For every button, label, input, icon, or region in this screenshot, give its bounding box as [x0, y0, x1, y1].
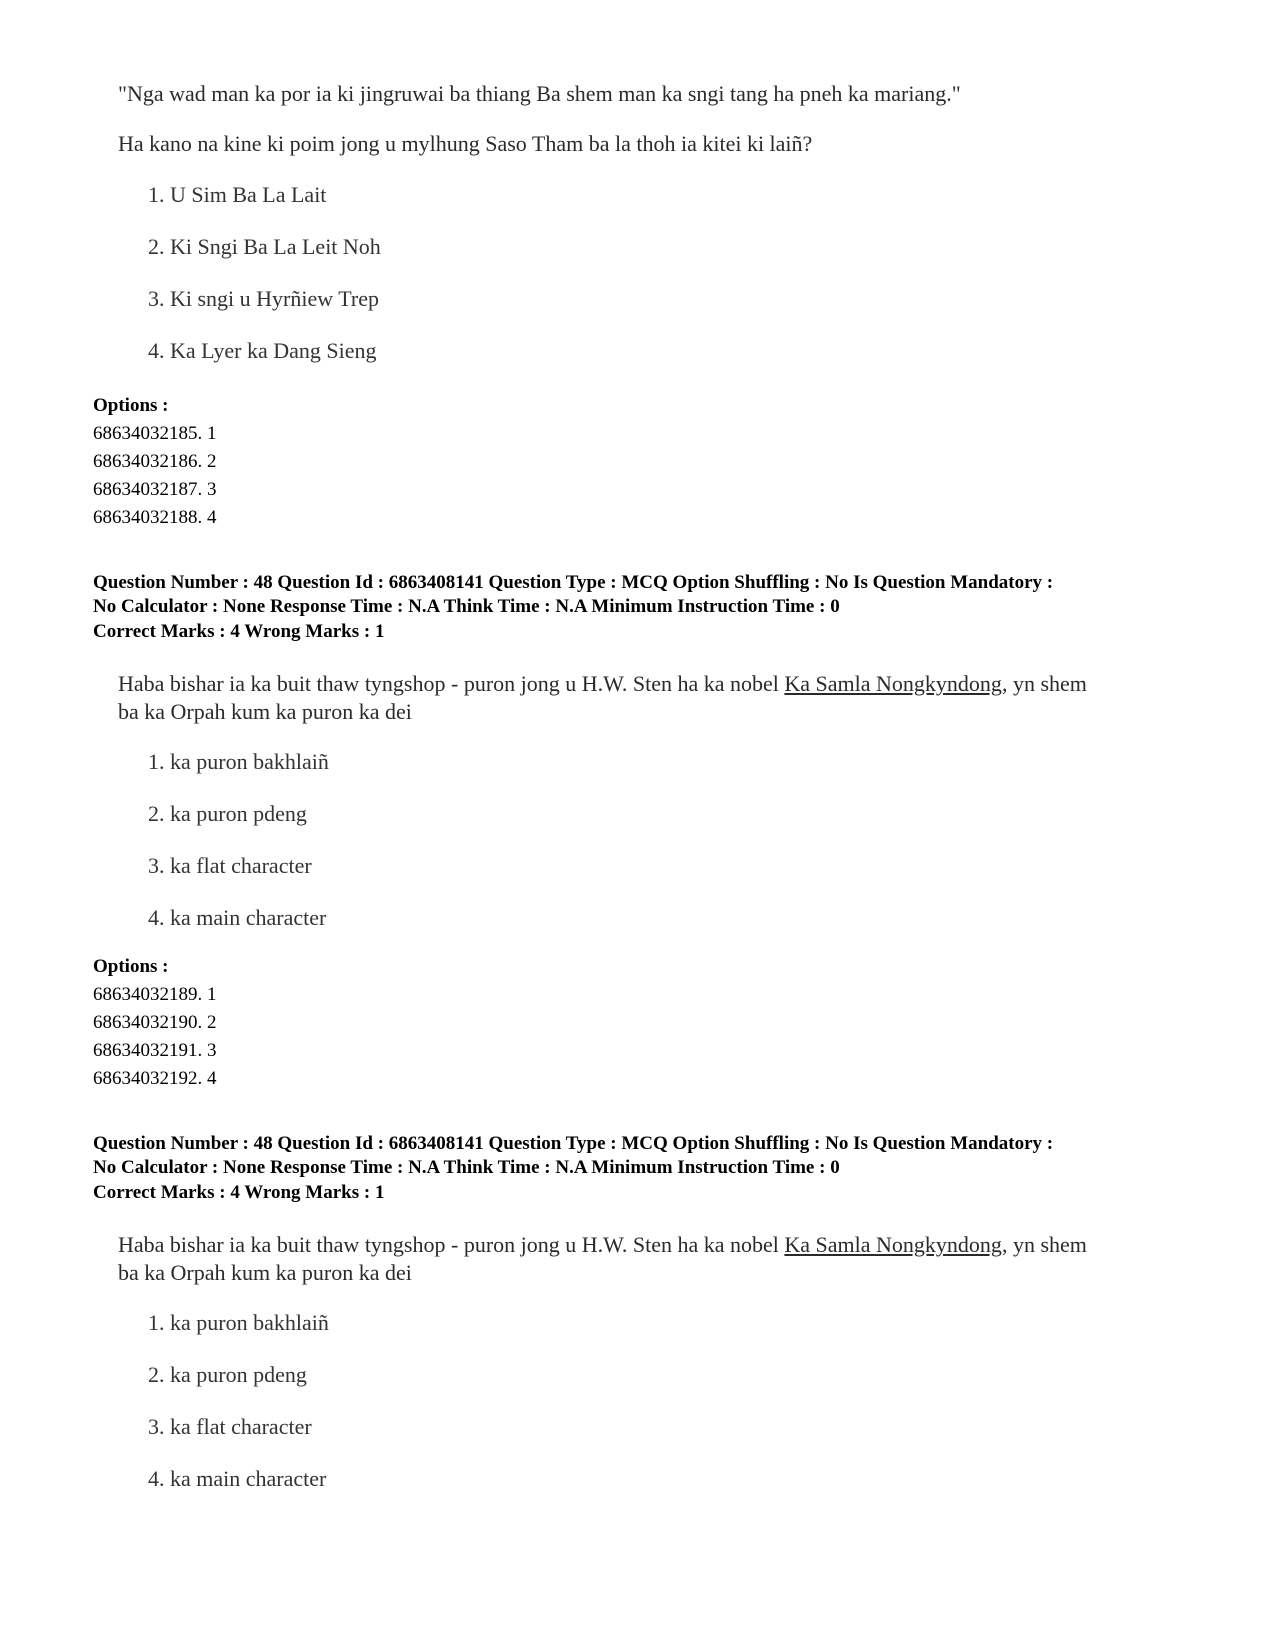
question-text-line2: ba ka Orpah kum ka puron ka dei	[118, 1260, 412, 1285]
option-id-1: 68634032189. 1	[93, 984, 217, 1005]
question-text-part1: Haba bishar ia ka buit thaw tyngshop - puron jong u H.W. Sten ha ka nobel	[118, 671, 785, 696]
choice-3: 3. ka flat character	[148, 1414, 312, 1439]
choice-4: 4. ka main character	[148, 905, 327, 930]
question-text-part1: Haba bishar ia ka buit thaw tyngshop - puron jong u H.W. Sten ha ka nobel	[118, 1232, 785, 1257]
choice-2: 2. ka puron pdeng	[148, 801, 307, 826]
novel-title: Ka Samla Nongkyndong	[784, 671, 1002, 696]
options-label: Options :	[93, 956, 169, 977]
marks-line: Correct Marks : 4 Wrong Marks : 1	[93, 621, 385, 642]
novel-title: Ka Samla Nongkyndong	[784, 1232, 1002, 1257]
question-meta	[93, 1132, 1193, 1180]
marks-line: Correct Marks : 4 Wrong Marks : 1	[93, 1182, 385, 1203]
choice-3: 3. ka flat character	[148, 853, 312, 878]
choice-3: 3. Ki sngi u Hyrñiew Trep	[148, 286, 380, 311]
choice-4: 4. Ka Lyer ka Dang Sieng	[148, 338, 377, 363]
choice-4: 4. ka main character	[148, 1466, 327, 1491]
choice-2: 2. Ki Sngi Ba La Leit Noh	[148, 234, 381, 259]
question-meta	[93, 571, 1193, 619]
option-id-3: 68634032191. 3	[93, 1040, 217, 1061]
question-meta-line1: Question Number : 48 Question Id : 6863408141 Question Type : MCQ Option Shuffling : No Is Question Mandatory :	[93, 572, 1054, 593]
question-text-part2: , yn shem	[1001, 671, 1087, 696]
choice-1: 1. ka puron bakhlaiñ	[148, 1310, 329, 1335]
question-meta-line2: No Calculator : None Response Time : N.A Think Time : N.A Minimum Instruction Time : 0	[93, 596, 840, 617]
options-label: Options :	[93, 395, 169, 416]
option-id-2: 68634032190. 2	[93, 1012, 217, 1033]
choice-2: 2. ka puron pdeng	[148, 1362, 307, 1387]
option-id-1: 68634032185. 1	[93, 423, 217, 444]
choice-1: 1. U Sim Ba La Lait	[148, 182, 327, 207]
question-text	[118, 670, 1198, 726]
question-quote: "Nga wad man ka por ia ki jingruwai ba thiang Ba shem man ka sngi tang ha pneh ka mariang."	[118, 81, 961, 106]
question-text	[118, 1231, 1198, 1287]
option-id-3: 68634032187. 3	[93, 479, 217, 500]
question-text-part2: , yn shem	[1001, 1232, 1087, 1257]
question-text: Ha kano na kine ki poim jong u mylhung Saso Tham ba la thoh ia kitei ki laiñ?	[118, 131, 813, 156]
option-id-4: 68634032188. 4	[93, 507, 217, 528]
option-id-2: 68634032186. 2	[93, 451, 217, 472]
question-meta-line1: Question Number : 48 Question Id : 6863408141 Question Type : MCQ Option Shuffling : No Is Question Mandatory :	[93, 1133, 1054, 1154]
option-id-4: 68634032192. 4	[93, 1068, 217, 1089]
choice-1: 1. ka puron bakhlaiñ	[148, 749, 329, 774]
question-meta-line2: No Calculator : None Response Time : N.A Think Time : N.A Minimum Instruction Time : 0	[93, 1157, 840, 1178]
question-text-line2: ba ka Orpah kum ka puron ka dei	[118, 699, 412, 724]
